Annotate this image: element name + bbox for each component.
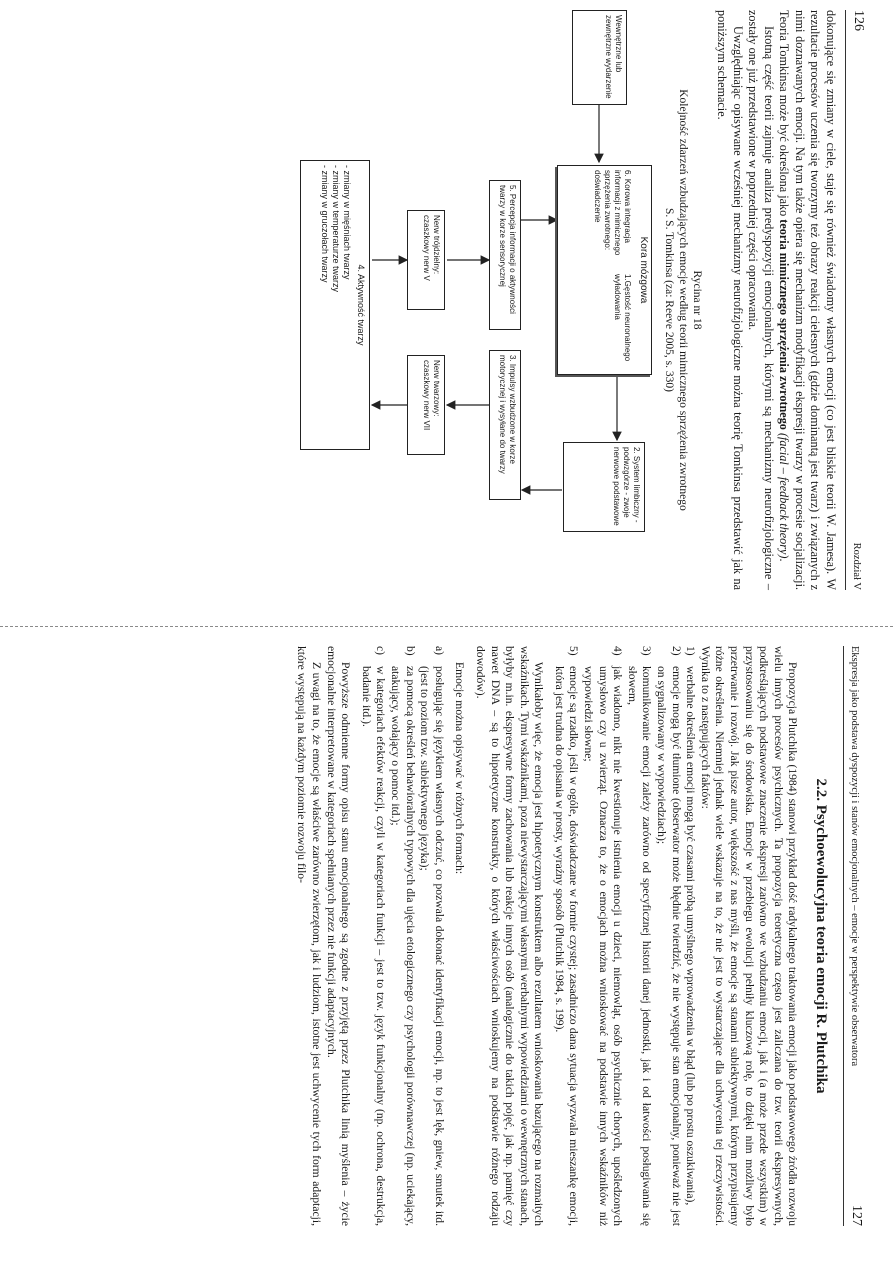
cortex-box [557, 165, 652, 375]
list-item: 3) komunikowanie emocji zależy zarówno od specyficznej historii danej jednostki, jak i od łatwości posługiwania się słowem, [625, 646, 654, 1226]
list-item: 5) emocje są rzadko, jeśli w ogóle, doświadczane w formie czystej; zasadniczo dana sytuacja wyzwala mieszankę emocji, która jest trudna do opisania w prosty, wyraźny sposób (Plutchik 1984, s. 199). [552, 646, 581, 1226]
section-title: 2.2. Psychoewolucyjna teoria emocji R. Plutchika [813, 778, 829, 1094]
running-head: Ekspresja jako podstawa dyspozycji i stanów emocjonalnych – emocje w perspektywie obserwatora [849, 646, 860, 1067]
tomkins-diagram [292, 10, 657, 590]
paragraph: Z uwagi na to, że emocje są właściwe zarówno zwierzętom, jak i ludziom, istotne jest uchwycenie tych form adaptacji, które występują na każdym poziomie rozwoju filo- [295, 646, 323, 1226]
list-item: 4) jak wiadomo, nikt nie kwestionuje istnienia emocji u dzieci, niemowląt, osób psychicznie chorych, upośledzonych umysłowo czy u zwierząt. Oznacza to, że o emocjach można wnioskować na podstawie innych wskaźników niż wypowiedzi słowne; [582, 646, 625, 1226]
bold-term: teoria mimicznego sprzężenia zwrotnego [777, 219, 792, 430]
italic-term: (facial – feedback theory) [777, 432, 792, 559]
cortex-step-1: 1.Gęstość neuronalnego wyładowania [613, 274, 632, 362]
forms-list [358, 646, 446, 1226]
limbic-box: 2. System limbiczny - podwzgórze - zwoje nerwowe podstawowe [563, 442, 645, 532]
page-126 [24, 0, 872, 600]
stimulus-box: Wewnętrzne lub zewnętrzne wydarzenie [572, 10, 627, 105]
body-text [294, 646, 828, 1226]
paragraph: Uwzględniając opisywane wcześniej mechanizmy neurofizjologiczne można teorię Tomkinsa przedstawić jak na poniższym schemacie. [715, 10, 745, 590]
figure-label: Rycina nr 18 [691, 270, 703, 330]
cortex-step-6: 6. Korowa integracja informacji z mimicznego sprzężenia zwrotnego: doświadczenie [593, 170, 632, 256]
sensory-box: 5. Percepcja informacji o aktywności twarzy w korze sensorycznej [489, 180, 521, 330]
cortex-title: Kora mózgowa [638, 236, 649, 304]
facial-nerve-box: Nerw twarzowy: czaszkowy nerw VII [407, 355, 445, 455]
list-item: b) za pomocą określeń behawioralnych typowych dla ujęcia etologicznego czy psychologii porównawczej (np. uciekający, atakujący, wołający o pomoc itd.); [388, 646, 417, 1226]
running-head: Rozdział V [851, 542, 862, 590]
figure-caption-source: S. S. Tomkinsa (za: Reeve 2005, s. 330) [663, 208, 675, 392]
page-number: 127 [849, 1205, 864, 1226]
running-header [845, 10, 864, 590]
page-fold-line [0, 626, 893, 627]
paragraph: Propozycja Plutchika (1984) stanowi przykład dość radykalnego traktowania emocji jako podstawowego źródła rozwoju wielu innych procesów psychicznych. Ta propozycja teoretyczna często jest zaliczana do tzw. teorii ekspresywnych, podkreślających podstawowe znaczenie ekspresji zarówno we wzbudzaniu emocji, jak i (a może przede wszystkim) w przystosowaniu się do środowiska. Emocje w przebiegu ewolucji pełniły kluczową rolę, to dzięki nim możliwy było przetrwanie i rozwój. Jak pisze autor, większość z nas myśli, że emocje są stanami subiektywnymi, którym przypisujemy różne określenia. Niemniej jednak wiele wskazuje na to, że nie jest to wystarczające dla uchwycenia tej rzeczywistości. Wynika to z następujących faktów: [698, 646, 800, 1226]
trigeminal-nerve-box: Nerw trójdzielny: czaszkowy nerw V [407, 210, 445, 310]
paragraph: Wynikałoby więc, że emocja jest hipotetycznym konstruktem albo rezultatem wnioskowania bazującego na rozmaitych wskaźnikach. Tymi wskaźnikami, poza niewystarczającymi własnymi werbalnymi wypowiedziami o wewnętrznych stanach, byłyby m.in. ekspresywne formy zachowania lub reakcje innych osób (analogicznie do takich pojęć, jak np. pamięć czy nawet DNA – są to hipotetyczne konstrukty, o których właściwościach wnioskujemy na podstawie różnego rodzaju dowodów). [473, 646, 546, 1226]
page-number: 126 [851, 10, 866, 31]
page-127 [22, 636, 870, 1236]
list-item: 2) emocje mogą być tłumione (obserwator może błędnie twierdzić, że nie występuje stan emocjonalny, ponieważ nie jest on sygnalizowany w wypowiedziach); [655, 646, 683, 1226]
figure-caption: Kolejność zdarzeń wzbudzających emocje według teorii mimicznego sprzężenia zwrotnego [677, 89, 689, 511]
running-header [843, 646, 862, 1226]
facts-list [551, 646, 697, 1226]
paragraph: dokonujące się zmiany w ciele, staje się również świadomy własnych emocji (co jest bliskie teorii W. Jamesa). W rezultacie procesów uczenia się tworzymy też obrazy reakcji cielesnych (gdzie dominantą jest twarz) i związanych z nimi doznawanych emocji. Na tym także opiera się mechanizm modyfikacji ekspresji twarzy w procesie socjalizacji. Teoria Tomkinsa może być określona jako teoria mimicznego sprzężenia zwrotnego (facial – feedback theory). [777, 10, 838, 590]
face-activity-title: 4. Aktywność twarzy [356, 264, 366, 346]
paragraph: Powyższe odmienne formy opisu stanu emocjonalnego są zgodne z przyjętą przez Plutchika linią myślenia – życie emocjonalne interpretowane w kategoriach spełnianych przez nie funkcji adaptacyjnych. [324, 646, 353, 1226]
paragraph: Emocje można opisywać w różnych formach: [453, 662, 467, 875]
motor-box: 3. Impulsy wzbudzone w korze motorycznej i wysyłane do twarzy [489, 350, 521, 500]
list-item: 1) werbalne określenia emocji mogą być czasami próbą umyślnego wprowadzenia w błąd (lub po prostu oszukiwania), [684, 646, 698, 1206]
paragraph: Istotną część teorii zajmuje analiza predyspozycji emocjonalnych, którymi są mechanizmy neurofizjologiczne – zostały one już przedstawione w poprzedniej części opracowania. [746, 10, 776, 590]
list-item: a) posługując się językiem własnych odczuć, co pozwala dokonać identyfikacji emocji, np. to jest lęk, gniew, smutek itd. (jest to poziom tzw. subiektywnego języka); [418, 646, 446, 1226]
body-text [662, 10, 838, 590]
list-item: c) w kategoriach efektów reakcji, czyli w kategoriach funkcji – jest to tzw. język funkcjonalny (np. ochrona, destrukcja, badanie itd.). [359, 646, 388, 1226]
face-activity-box: 4. Aktywność twarzy - zmiany w mięśniach twarzy - zmiany w temperaturze twarzy - zmiany w gruczołach twarzy [300, 160, 370, 450]
